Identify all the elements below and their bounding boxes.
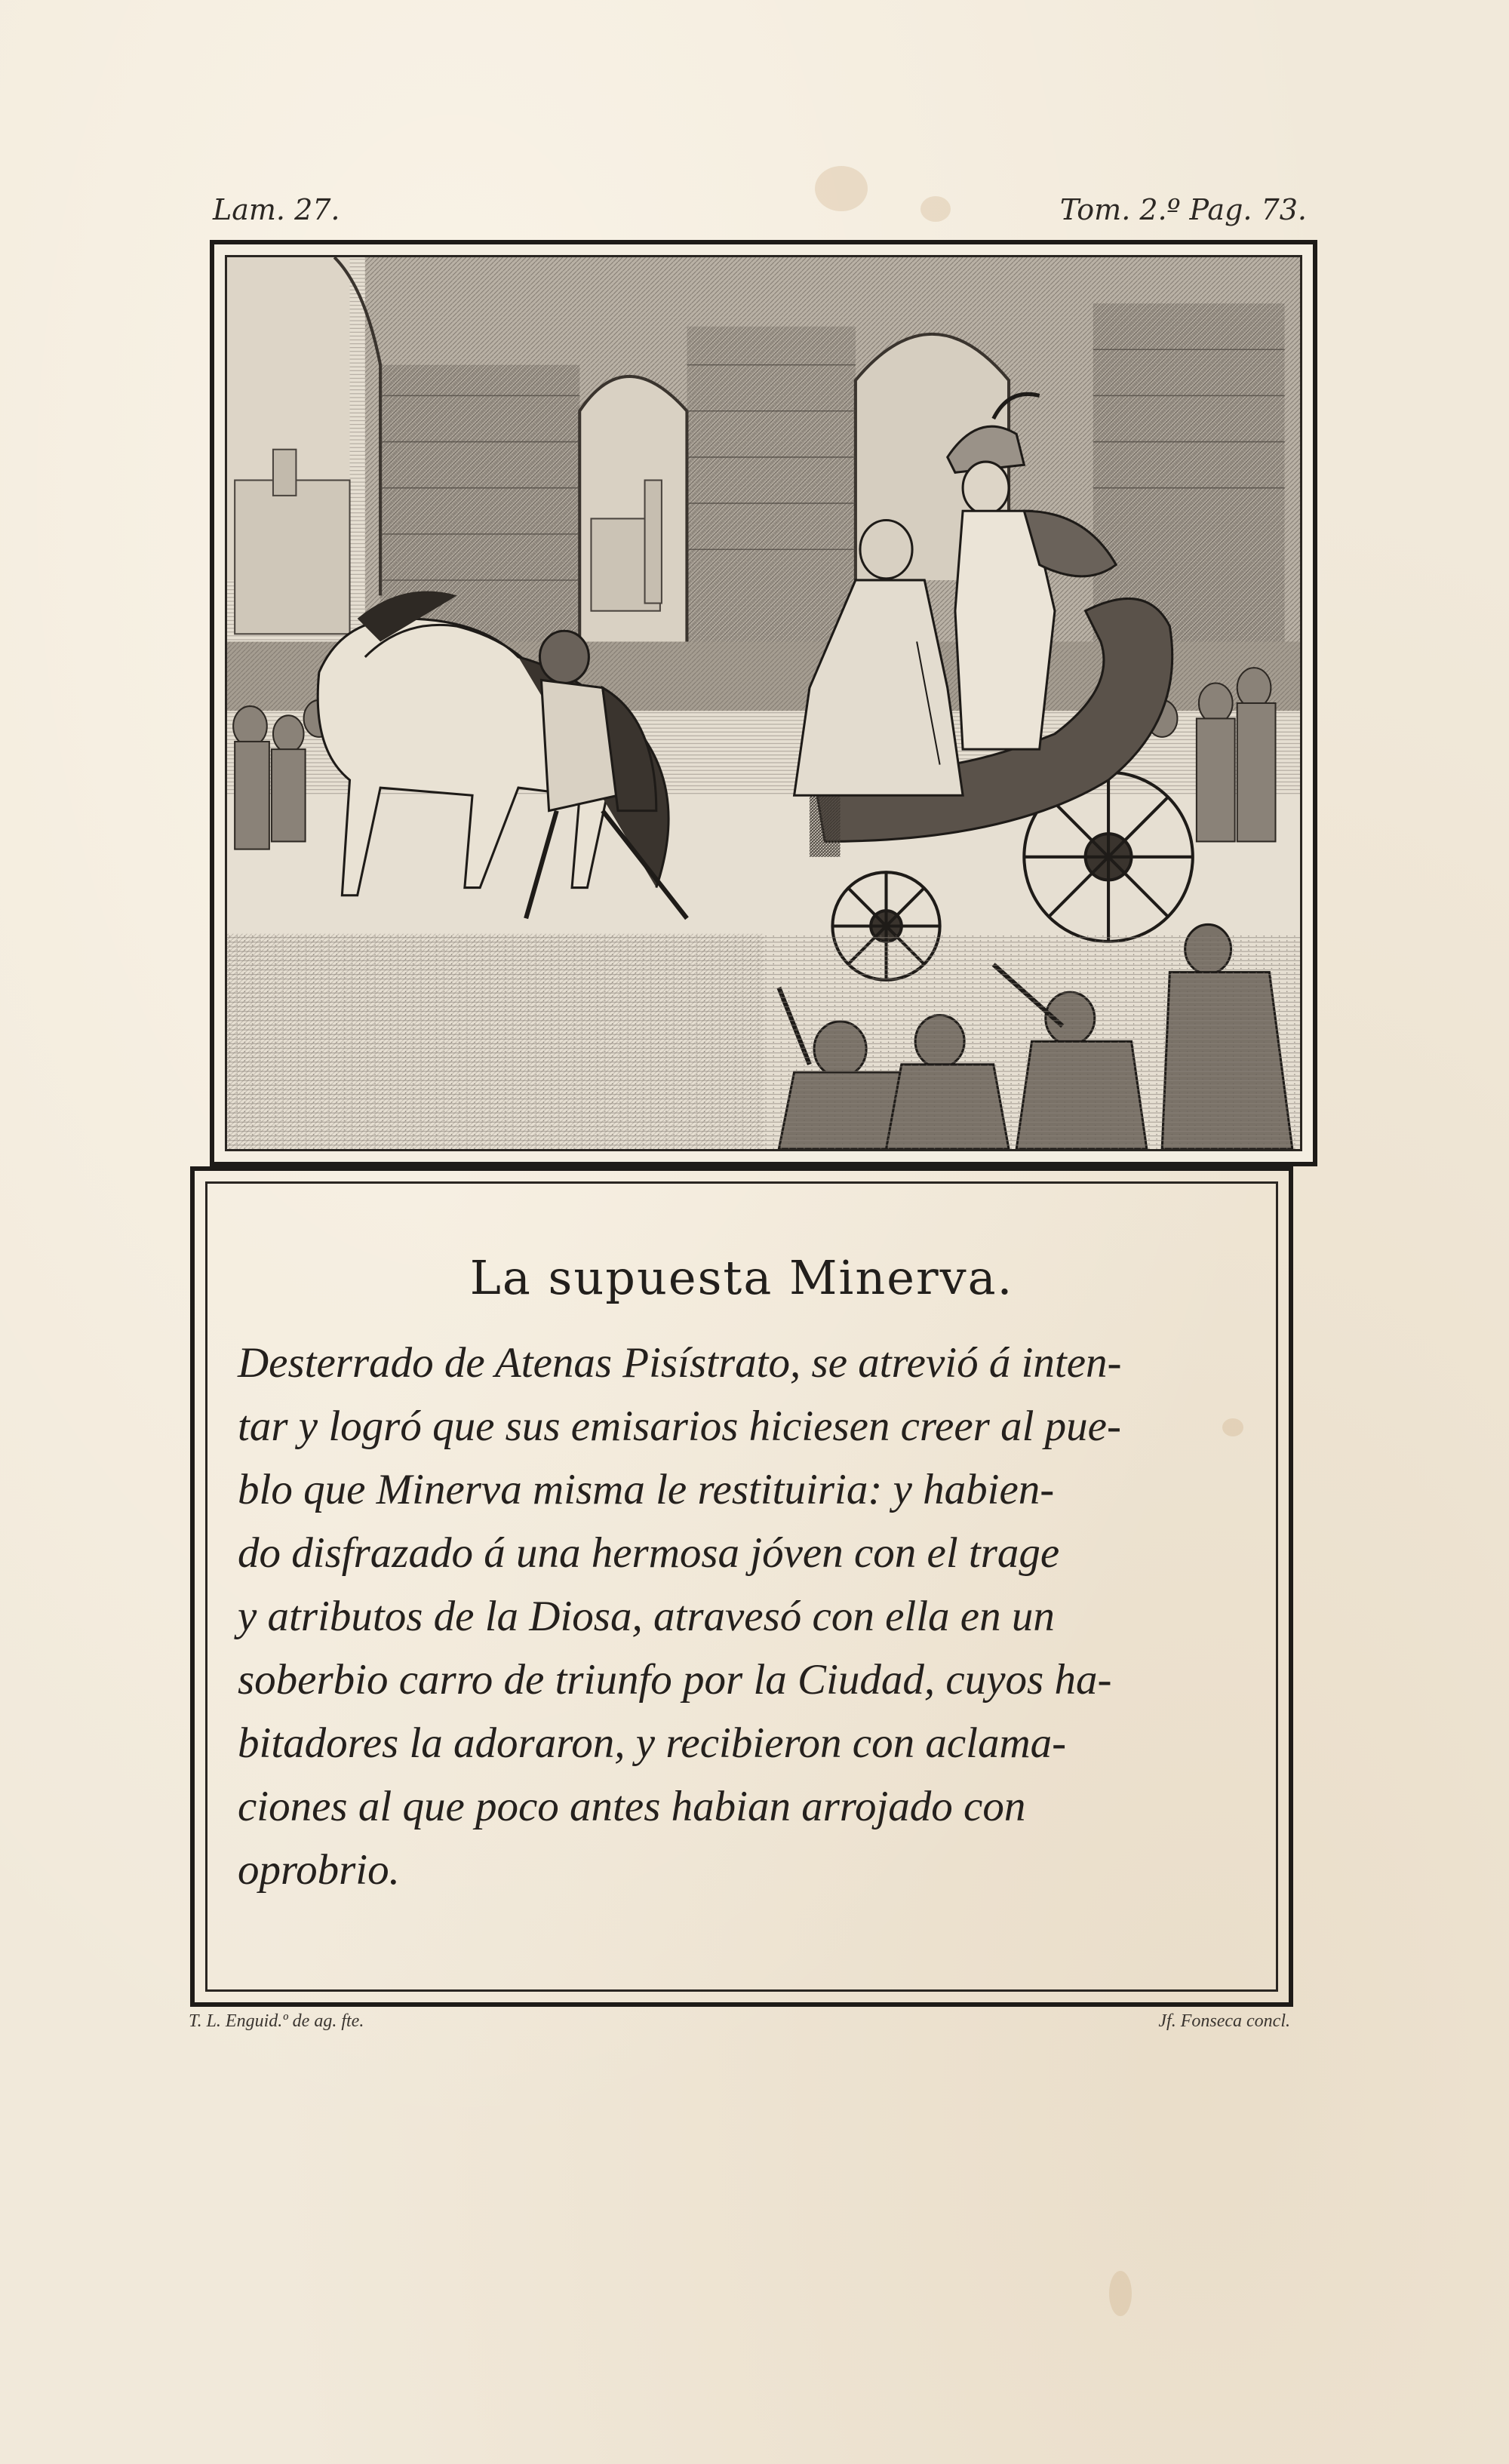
caption-line: bitadores la adoraron, y recibieron con aclama- [238,1719,1067,1767]
caption-inner-frame [205,1181,1278,1992]
finisher-credit: Jf. Fonseca concl. [1158,2011,1290,2031]
caption-line: tar y logró que sus emisarios hiciesen creer al pue- [238,1403,1121,1450]
caption-title: La supuesta Minerva. [469,1250,1014,1305]
caption-line: soberbio carro de triunfo por la Ciudad, cuyos ha- [238,1656,1112,1704]
caption-frame [190,1166,1293,2007]
plate-number: Lam. 27. [213,193,340,226]
caption-line: blo que Minerva misma le restituiria: y habien- [238,1466,1055,1513]
engraving-illustration [227,257,1300,1149]
caption-line: Desterrado de Atenas Pisístrato, se atrevió á inten- [238,1339,1122,1387]
caption-line: oprobrio. [238,1846,400,1894]
caption-line: ciones al que poco antes habian arrojado con [238,1783,1026,1830]
engraving-image [225,255,1302,1151]
engraver-credit: T. L. Enguid.º de ag. fte. [189,2011,364,2031]
caption-body [238,1332,1240,1902]
caption-line: y atributos de la Diosa, atravesó con ella en un [238,1593,1055,1640]
caption-line: do disfrazado á una hermosa jóven con el trage [238,1529,1060,1577]
foxing-spot [920,196,951,222]
engraving-plate [210,240,1317,1166]
foxing-spot [815,166,868,211]
volume-page-reference: Tom. 2.º Pag. 73. [1059,193,1307,226]
foxing-spot [1109,2271,1132,2316]
